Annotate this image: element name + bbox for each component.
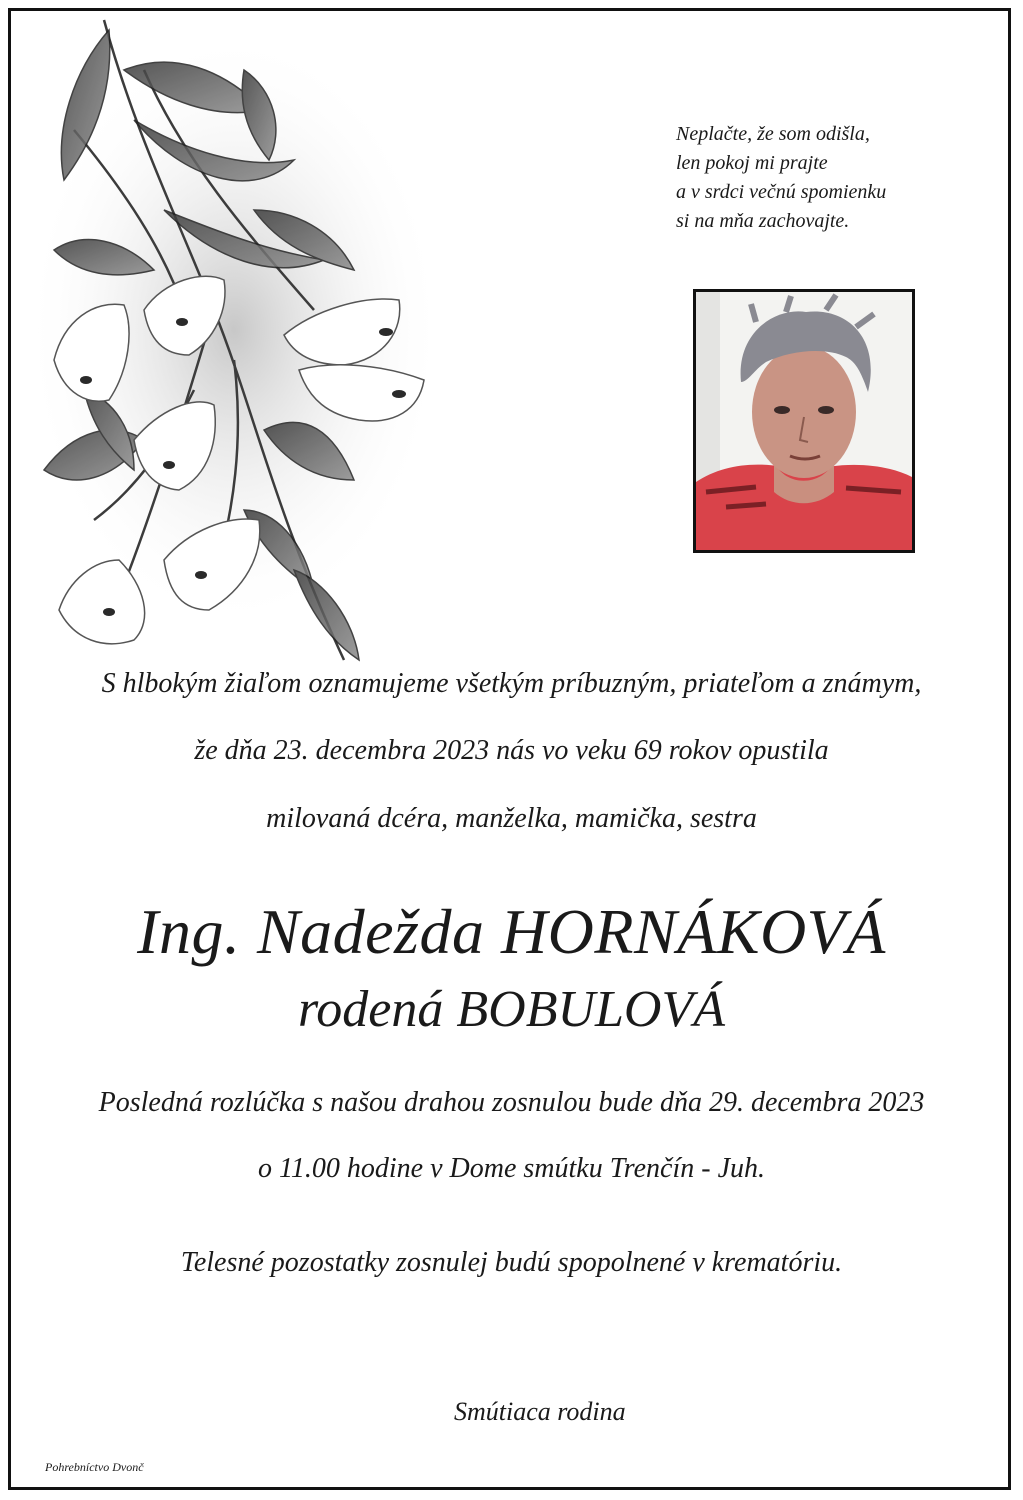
funeral-home-credit: Pohrebníctvo Dvonč [45, 1460, 144, 1474]
portrait-photo [693, 289, 915, 553]
verse-line: a v srdci večnú spomienku [676, 181, 887, 203]
funeral-place-line: o 11.00 hodine v Dome smútku Trenčín - Juh. [257, 1153, 766, 1184]
funeral-date-line: Posledná rozlúčka s našou drahou zosnulou bude dňa 29. decembra 2023 [98, 1087, 925, 1118]
deceased-name: Ing. Nadežda HORNÁKOVÁ [137, 896, 886, 967]
family-signature: Smútiaca rodina [454, 1397, 626, 1426]
memorial-verse [676, 120, 976, 236]
date-of-death-line: že dňa 23. decembra 2023 nás vo veku 69 rokov opustila [194, 735, 829, 766]
verse-line: len pokoj mi prajte [676, 152, 828, 174]
portrait-image [696, 292, 912, 550]
calla-lily-illustration [14, 10, 444, 670]
maiden-name: rodená BOBULOVÁ [297, 981, 726, 1038]
announcement-intro: S hlbokým žiaľom oznamujeme všetkým príbuzným, priateľom a známym, [101, 668, 922, 699]
verse-line: Neplačte, že som odišla, [676, 123, 870, 145]
verse-line: si na mňa zachovajte. [676, 210, 850, 232]
relations-line: milovaná dcéra, manželka, mamička, sestra [266, 803, 757, 834]
cremation-line: Telesné pozostatky zosnulej budú spopolnené v krematóriu. [180, 1247, 843, 1278]
